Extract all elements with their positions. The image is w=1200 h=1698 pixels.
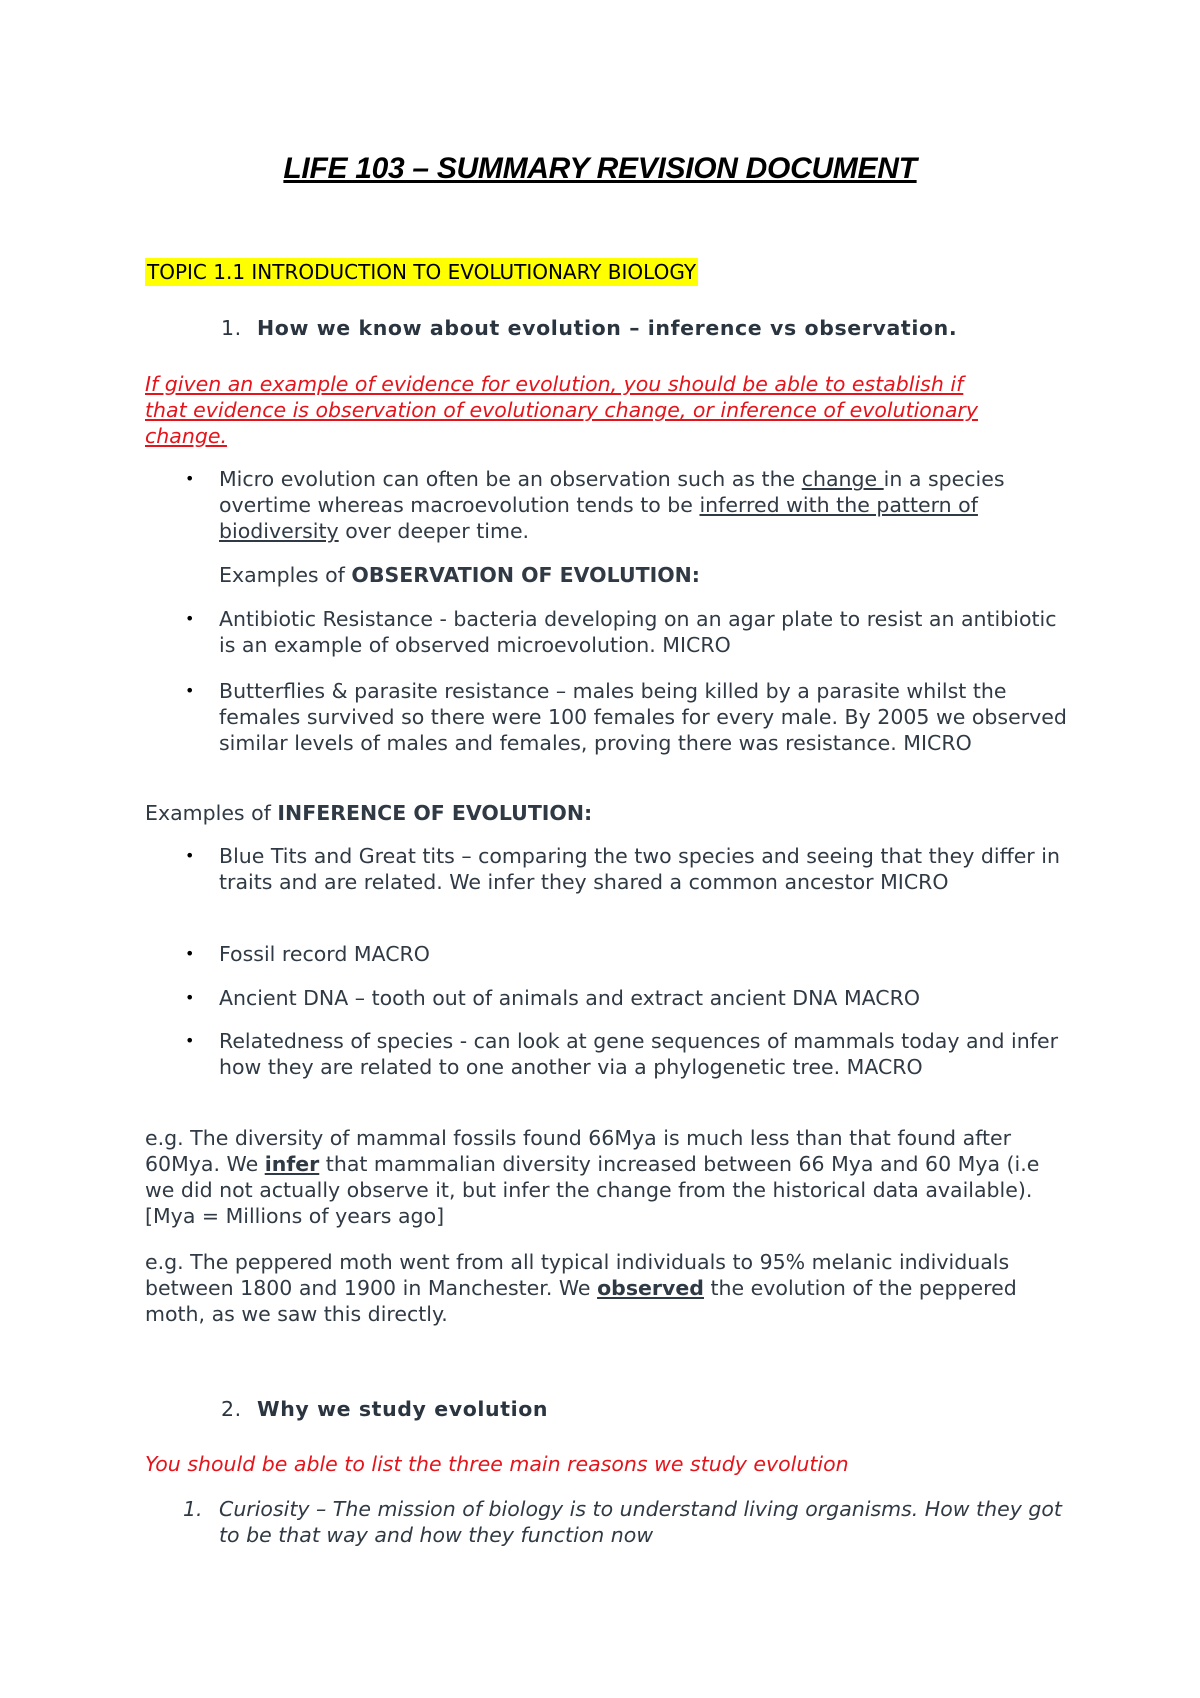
bullet-icon: • [185,681,195,700]
instruction-line-3: change. [145,424,227,448]
section-title: Why we study evolution [257,1397,549,1421]
list-item: • Ancient DNA – tooth out of animals and extract ancient DNA MACRO [185,986,920,1010]
section-title: How we know about evolution – inference vs observation. [257,316,958,340]
instruction-line-2: that evidence is observation of evolutionary change, or inference of evolutionary [145,398,978,422]
list-item: Curiosity – The mission of biology is to understand living organisms. How they got to be that way and how they function now [219,1497,1062,1547]
list-item: • Blue Tits and Great tits – comparing the two species and seeing that they differ in traits and are related. We infer they shared a common ancestor MICRO [185,844,1060,894]
bullet-icon: • [185,609,195,628]
example-paragraph-observe: e.g. The peppered moth went from all typical individuals to 95% melanic individuals between 1800 and 1900 in Manchester. We observed the evolution of the peppered moth, as we saw this directly. [145,1250,1017,1326]
list-item: • Butterflies & parasite resistance – males being killed by a parasite whilst the females survived so there were 100 females for every male. By 2005 we observed similar levels of males and females, proving there was resistance. MICRO [185,679,1067,755]
inference-heading: Examples of INFERENCE OF EVOLUTION: [145,801,593,825]
list-item: • Relatedness of species - can look at gene sequences of mammals today and infer how they are related to one another via a phylogenetic tree. MACRO [185,1029,1058,1079]
list-item: • Antibiotic Resistance - bacteria developing on an agar plate to resist an antibiotic is an example of observed microevolution. MICRO [185,607,1057,657]
reason-number: 1. [183,1497,203,1521]
instruction-line: You should be able to list the three main reasons we study evolution [145,1452,849,1476]
bullet-icon: • [185,988,195,1007]
instruction-line-1: If given an example of evidence for evolution, you should be able to establish if [145,372,964,396]
list-item: • Fossil record MACRO [185,942,430,966]
topic-heading: TOPIC 1.1 INTRODUCTION TO EVOLUTIONARY BIOLOGY [147,260,697,284]
section-number: 1. [221,316,242,340]
bullet-icon: • [185,469,195,488]
example-paragraph-infer: e.g. The diversity of mammal fossils found 66Mya is much less than that found after 60Mya. We infer that mammalian diversity increased between 66 Mya and 60 Mya (i.e we did not actually observe it, but infer the change from the historical data available).[Mya = Millions of years ago] [145,1126,1040,1228]
section-number: 2. [221,1397,242,1421]
document-title: LIFE 103 – SUMMARY REVISION DOCUMENT [283,152,917,185]
bullet-icon: • [185,944,195,963]
bullet-icon: • [185,1031,195,1050]
bullet-icon: • [185,846,195,865]
observation-heading: Examples of OBSERVATION OF EVOLUTION: [219,563,700,587]
list-item: • Micro evolution can often be an observation such as the change in a species overtime whereas macroevolution tends to be inferred with the pattern of biodiversity over deeper time. [185,467,1005,543]
